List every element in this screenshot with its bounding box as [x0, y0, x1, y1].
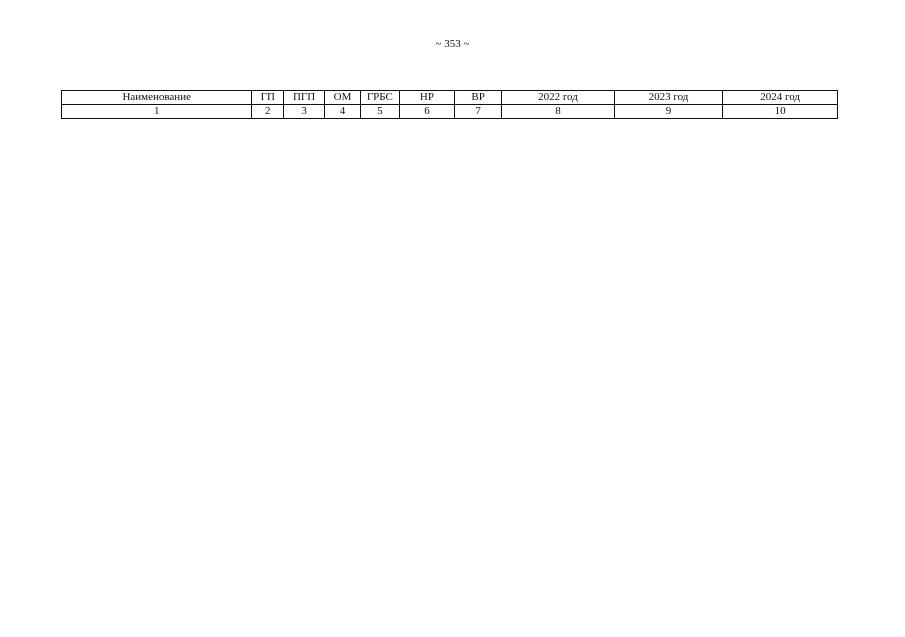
index-cell: 2	[252, 105, 284, 119]
index-cell: 1	[62, 105, 252, 119]
header-cell: ГП	[252, 91, 284, 105]
page-number: ~ 353 ~	[435, 38, 470, 50]
header-row	[62, 91, 838, 105]
index-cell: 7	[455, 105, 502, 119]
header-cell: НР	[399, 91, 454, 105]
index-cell: 6	[399, 105, 454, 119]
index-cell: 5	[360, 105, 399, 119]
index-cell: 9	[614, 105, 723, 119]
column-index-row	[62, 105, 838, 119]
index-cell: 8	[502, 105, 615, 119]
index-cell: 10	[723, 105, 838, 119]
header-cell: ОМ	[325, 91, 361, 105]
header-cell: 2023 год	[614, 91, 723, 105]
budget-table	[61, 90, 838, 119]
index-cell: 3	[284, 105, 325, 119]
index-cell: 4	[325, 105, 361, 119]
header-cell: ГРБС	[360, 91, 399, 105]
header-cell: ВР	[455, 91, 502, 105]
header-cell: ПГП	[284, 91, 325, 105]
header-cell: Наименование	[62, 91, 252, 105]
header-cell: 2022 год	[502, 91, 615, 105]
header-cell: 2024 год	[723, 91, 838, 105]
